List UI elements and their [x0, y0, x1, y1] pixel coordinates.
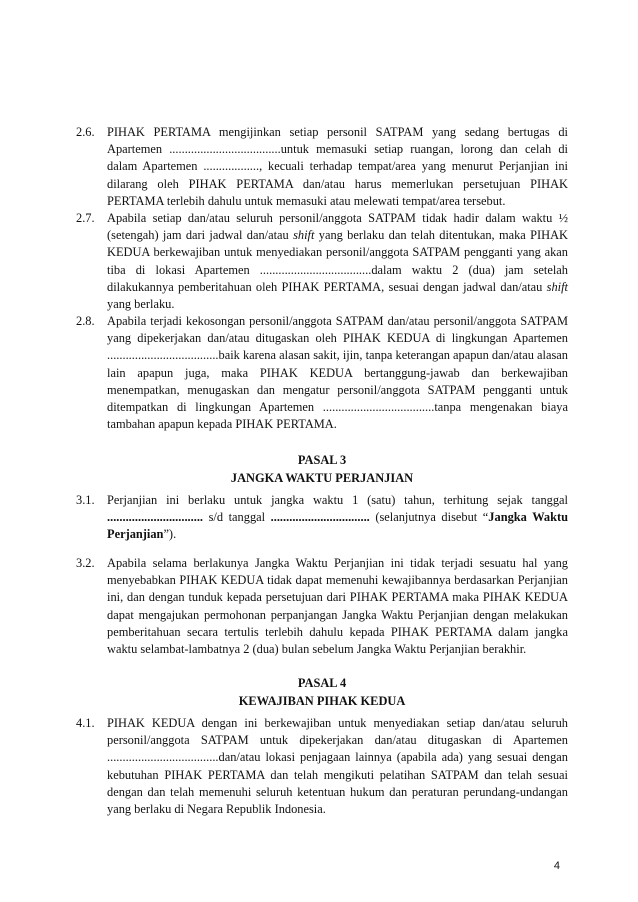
section-heading-pasal-4 — [76, 674, 568, 710]
clause-4-1 — [76, 715, 568, 818]
text-run: ”). — [163, 527, 177, 542]
pasal-title: JANGKA WAKTU PERJANJIAN — [230, 471, 414, 485]
clause-number: 2.7. — [76, 211, 95, 225]
text-run: Apabila selama berlakunya Jangka Waktu Perjanjian ini tidak terjadi sesuatu hal yang menyebabkan PIHAK KEDUA tidak dapat memenuhi kewajibannya berdasarkan Perjanjian ini, dan dengan tunduk kepada persetujuan dari PIHAK PERTAMA maka PIHAK KEDUA dapat mengajukan permohonan perpanjangan Jangka Waktu Perjanjian dengan melakukan pemberitahuan secara tertulis terlebih dahulu kepada PIHAK PERTAMA dalam jangka waktu selambat-lambatnya 2 (dua) bulan sebelum Jangka Waktu Perjanjian berakhir. — [107, 556, 568, 657]
clause-text — [107, 313, 568, 433]
section-heading-pasal-3 — [76, 451, 568, 487]
text-run: PIHAK PERTAMA mengijinkan setiap personil SATPAM yang sedang bertugas di Apartemen ....................................untuk memasuki setiap ruangan, lorong dan celah di dalam Apartemen .................., kecuali terhadap tempat/area yang menurut Perjanjian ini dilarang oleh PIHAK PERTAMA dan/atau harus memerlukan persetujuan PIHAK PERTAMA terlebih dahulu untuk memasuki atau melewati tempat/area tersebut. — [107, 125, 568, 208]
clause-number: 2.6. — [76, 125, 95, 139]
clause-number: 4.1. — [76, 716, 95, 730]
clause-3-2 — [76, 555, 568, 658]
bold-text-run: ............................... — [107, 510, 204, 525]
clause-number: 2.8. — [76, 314, 95, 328]
bold-text-run: ................................ — [270, 510, 370, 525]
clause-2-7 — [76, 210, 568, 313]
clause-3-1 — [76, 492, 568, 544]
page-number: 4 — [553, 860, 560, 872]
text-run: Apabila terjadi kekosongan personil/anggota SATPAM dan/atau personil/anggota SATPAM yang dipekerjakan dan/atau ditugaskan oleh PIHAK KEDUA di lingkungan Apartemen ....................................baik karena alasan sakit, ijin, tanpa keterangan apapun dan/atau alasan lain apapun juga, maka PIHAK KEDUA bertanggung-jawab dan berkewajiban menempatkan, menugaskan dan mengatur personil/anggota SATPAM pengganti untuk ditempatkan di lingkungan Apartemen ....................................tanpa mengenakan biaya tambahan apapun kepada PIHAK PERTAMA. — [107, 314, 568, 432]
pasal-number: PASAL 4 — [297, 676, 347, 690]
text-run: (selanjutnya disebut “ — [369, 510, 489, 525]
pasal-number: PASAL 3 — [297, 453, 347, 467]
clause-text — [107, 492, 568, 544]
clause-2-6 — [76, 124, 568, 210]
italic-text-run: shift — [546, 279, 568, 294]
clause-number: 3.2. — [76, 556, 95, 570]
text-run: yang berlaku. — [107, 297, 175, 312]
text-run: PIHAK KEDUA dengan ini berkewajiban untuk menyediakan setiap dan/atau seluruh personil/anggota SATPAM untuk dipekerjakan dan/atau ditugaskan di Apartemen ....................................dan/atau lokasi penjagaan lainnya (apabila ada) yang sesuai dengan kebutuhan PIHAK PERTAMA dan telah mengikuti pelatihan SATPAM dan telah sesuai dengan dan telah memenuhi seluruh ketentuan hukum dan peraturan perundang-undangan yang berlaku di Negara Republik Indonesia. — [107, 716, 568, 817]
text-run: Perjanjian ini berlaku untuk jangka waktu 1 (satu) tahun, terhitung sejak tanggal — [107, 493, 568, 507]
italic-text-run: shift — [293, 228, 315, 243]
clause-text — [107, 555, 568, 658]
clause-text — [107, 715, 568, 818]
clause-number: 3.1. — [76, 493, 95, 507]
text-run: Apabila setiap dan/atau seluruh personil/anggota SATPAM tidak hadir dalam waktu ½ (setengah) jam dari jadwal dan/atau — [107, 211, 568, 243]
clause-text — [107, 124, 568, 210]
clause-text — [107, 210, 568, 313]
text-run: yang berlaku dan telah ditentukan, maka PIHAK KEDUA berkewajiban untuk menyediakan personil/anggota SATPAM pengganti yang akan tiba di lokasi Apartemen ....................................dalam waktu 2 (dua) jam setelah dilakukannya pemberitahuan oleh PIHAK PERTAMA, sesuai dengan jadwal dan/atau — [107, 228, 568, 294]
text-run: s/d tanggal — [203, 510, 271, 525]
pasal-title: KEWAJIBAN PIHAK KEDUA — [238, 694, 406, 708]
clause-2-8 — [76, 313, 568, 433]
bold-text-run: Jangka Waktu Perjanjian — [107, 510, 569, 542]
